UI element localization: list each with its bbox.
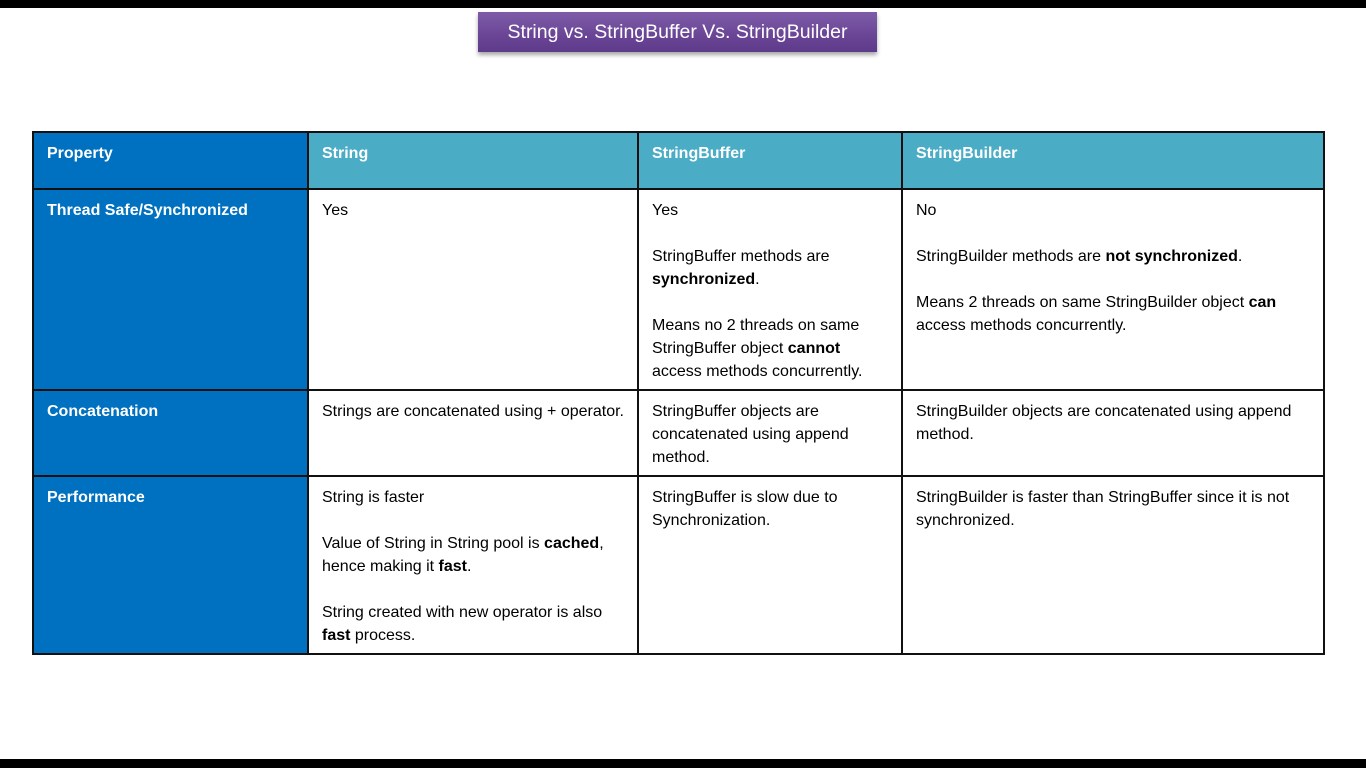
cell-text: Means 2 threads on same StringBuilder object can access methods concurrently. [916, 294, 1277, 334]
top-letterbox-bar [0, 0, 1366, 8]
table-row-thread-safety [33, 189, 1324, 390]
cell-text: Yes [322, 202, 349, 219]
cell-stringbuffer-thread-safe [638, 189, 902, 390]
cell-text: StringBuilder methods are not synchronized. [916, 248, 1243, 265]
table-row-concatenation [33, 390, 1324, 476]
row-label-concatenation: Concatenation [33, 390, 308, 476]
cell-stringbuilder-performance [902, 476, 1324, 654]
cell-text: StringBuffer objects are concatenated using append method. [652, 403, 849, 466]
cell-string-performance [308, 476, 638, 654]
cell-stringbuilder-concatenation [902, 390, 1324, 476]
slide-title: String vs. StringBuffer Vs. StringBuilder [478, 12, 877, 52]
cell-text: Yes [652, 202, 679, 219]
header-stringbuilder: StringBuilder [902, 132, 1324, 189]
cell-text: String is faster [322, 489, 425, 506]
cell-string-thread-safe [308, 189, 638, 390]
cell-text: Means no 2 threads on same StringBuffer object cannot access methods concurrently. [652, 317, 863, 380]
cell-text: StringBuffer methods are synchronized. [652, 248, 830, 288]
table-row-performance [33, 476, 1324, 654]
cell-text: StringBuilder is faster than StringBuffer since it is not synchronized. [916, 489, 1290, 529]
cell-text: String created with new operator is also fast process. [322, 604, 603, 644]
cell-text: StringBuffer is slow due to Synchronization. [652, 489, 838, 529]
header-stringbuffer: StringBuffer [638, 132, 902, 189]
cell-string-concatenation [308, 390, 638, 476]
cell-text: No [916, 202, 937, 219]
cell-stringbuffer-performance [638, 476, 902, 654]
header-string: String [308, 132, 638, 189]
cell-text: Value of String in String pool is cached, hence making it fast. [322, 535, 604, 575]
header-property: Property [33, 132, 308, 189]
row-label-thread-safe: Thread Safe/Synchronized [33, 189, 308, 390]
table-header-row [33, 132, 1324, 189]
cell-text: Strings are concatenated using + operator. [322, 403, 624, 420]
row-label-performance: Performance [33, 476, 308, 654]
comparison-table [32, 131, 1325, 655]
cell-stringbuilder-thread-safe [902, 189, 1324, 390]
bottom-letterbox-bar [0, 759, 1366, 768]
cell-text: StringBuilder objects are concatenated using append method. [916, 403, 1292, 443]
cell-stringbuffer-concatenation [638, 390, 902, 476]
